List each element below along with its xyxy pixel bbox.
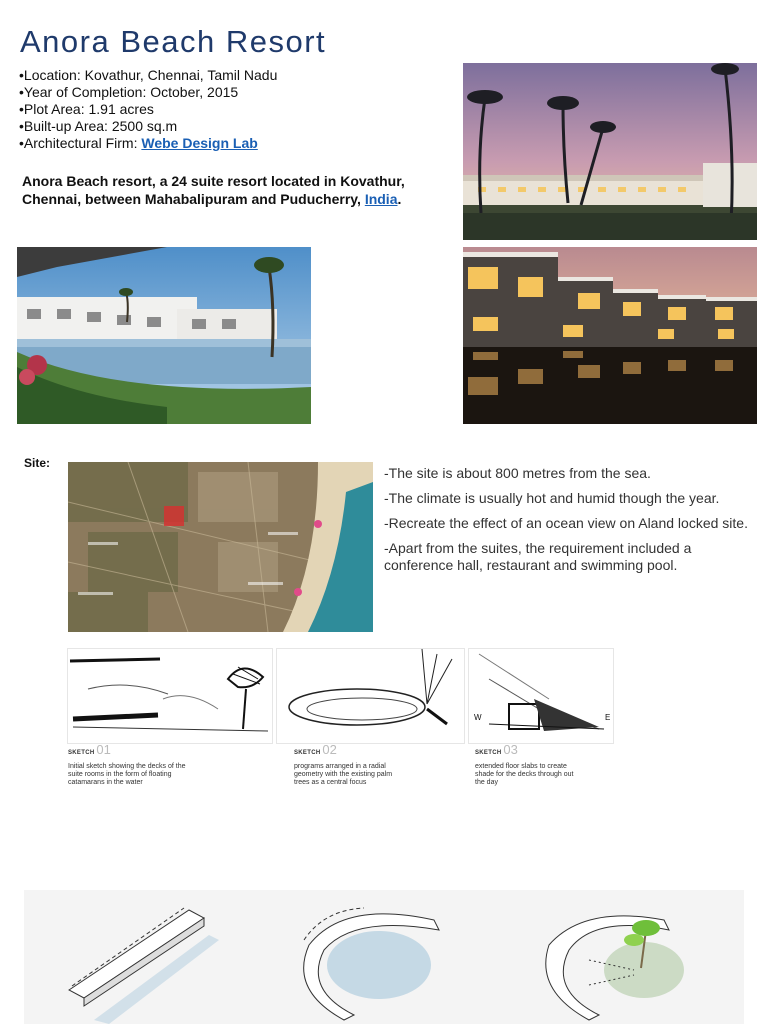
sketch-02-caption — [294, 742, 409, 787]
facts-list — [19, 67, 277, 152]
intro-end: . — [397, 191, 402, 207]
firm-link[interactable]: Webe Design Lab — [141, 135, 258, 151]
sketch-label: SKETCH — [475, 750, 502, 756]
sketch-01-caption — [68, 742, 188, 787]
sketch-caption-text: programs arranged in a radial geometry with the existing palm trees as a central focus — [294, 763, 393, 786]
site-note: -The climate is usually hot and humid though the year. — [384, 490, 720, 506]
fact-location: •Location: Kovathur, Chennai, Tamil Nadu — [19, 67, 278, 83]
page-title: Anora Beach Resort — [20, 24, 327, 59]
intro-text: Anora Beach resort, a 24 suite resort located in Kovathur, Chennai, between Mahabalipuram and Puducherry, — [22, 173, 405, 207]
concept-diagrams — [24, 890, 744, 1024]
fact-firm — [19, 135, 277, 152]
sketch-label: SKETCH — [68, 750, 95, 756]
site-aerial-map — [68, 462, 373, 632]
diagram-linear-block — [69, 908, 219, 1024]
site-note: -Apart from the suites, the requirement included a conference hall, restaurant and swimming pool. — [384, 540, 692, 573]
site-notes — [384, 465, 754, 582]
fact-year: •Year of Completion: October, 2015 — [19, 84, 239, 100]
diagram-curved-palms — [546, 916, 684, 1020]
sketch-number: 03 — [503, 742, 518, 757]
site-note: -Recreate the effect of an ocean view on Aland locked site. — [384, 515, 748, 531]
photo-night-suites — [463, 247, 757, 424]
compass-west: W — [474, 713, 482, 722]
site-label: Site: — [24, 456, 51, 470]
fact-firm-prefix: •Architectural Firm: — [19, 135, 142, 151]
photo-dusk-palms — [463, 63, 757, 240]
sketch-number: 01 — [96, 742, 111, 757]
sketch-number: 02 — [322, 742, 337, 757]
compass-east: E — [605, 713, 611, 722]
site-note: -The site is about 800 metres from the sea. — [384, 465, 651, 481]
fact-plot-area: •Plot Area: 1.91 acres — [19, 101, 154, 117]
intro-paragraph — [22, 172, 442, 208]
photo-pool-courtyard — [17, 247, 311, 424]
sketch-label: SKETCH — [294, 750, 321, 756]
fact-builtup-area: •Built-up Area: 2500 sq.m — [19, 118, 178, 134]
diagram-curved-pool — [304, 908, 439, 1020]
sketch-caption-text: extended floor slabs to create shade for the decks through out the day — [475, 763, 574, 786]
sketch-caption-text: Initial sketch showing the decks of the suite rooms in the form of floating catamarans in the water — [68, 763, 186, 786]
sketch-03-drawing — [468, 648, 614, 744]
india-link[interactable]: India — [364, 191, 398, 207]
sketch-01-drawing — [67, 648, 273, 744]
sketch-02-drawing — [276, 648, 465, 744]
sketch-03-caption — [475, 742, 580, 787]
